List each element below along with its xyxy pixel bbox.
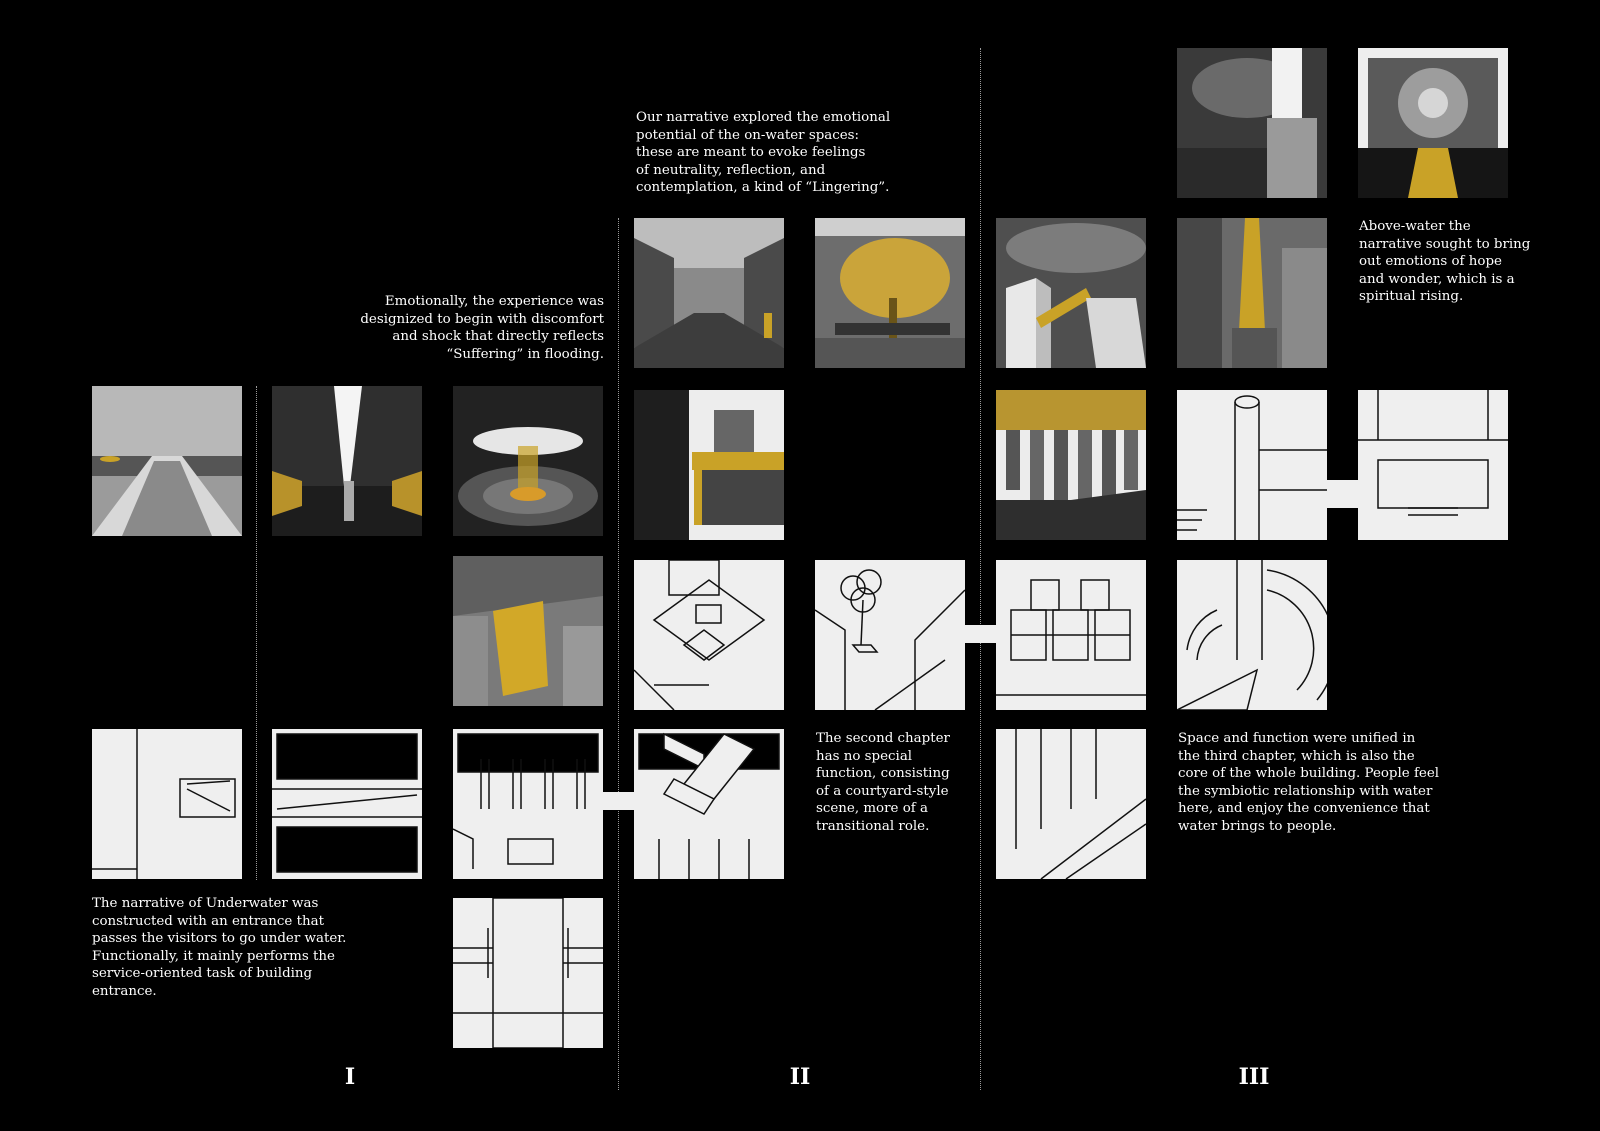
chapter-numeral-3: III (1238, 1064, 1270, 1090)
plan-ramp-core (996, 729, 1146, 879)
connector-chapter-2-3 (965, 625, 996, 643)
connector-chapter-1-2 (603, 792, 634, 810)
plan-courtyard-rooms (634, 560, 784, 710)
image-dragon-cliff (1177, 48, 1327, 198)
plan-bridge-stairs (634, 729, 784, 879)
plan-entrance-stair (92, 729, 242, 879)
plan-cylinder-core (1177, 390, 1327, 540)
image-portal-table (634, 390, 784, 540)
plan-amphitheater (1177, 560, 1327, 710)
third-chapter-text: Space and function were unified in the third chapter, which is also the core of the whole building. People feel the symbiotic relationship with water here, and enjoy the convenience that water brings to people. (1178, 731, 1440, 834)
lingering-text: Our narrative explored the emotional potential of the on-water spaces: these are meant to evoke feelings of neutrality, reflection, and contemplation, a kind of “Lingering”. (636, 110, 891, 196)
suffering-text: Emotionally, the experience was designized to begin with discomfort and shock that directly reflects “Suffering” in flooding. (360, 294, 604, 362)
divider-chapter-2-3 (980, 48, 981, 1090)
image-pillar-bird (996, 218, 1146, 368)
chapter-numeral-2: II (789, 1064, 811, 1090)
image-courtyard-towers (634, 218, 784, 368)
image-entrance-stairs (92, 386, 242, 536)
image-fire-pit-chamber (453, 386, 603, 536)
plan-fire-chamber (453, 729, 603, 879)
connector-upper-plans (1327, 480, 1358, 508)
plan-tree-court (815, 560, 965, 710)
image-light-slit-corridor (272, 386, 422, 536)
image-golden-tree (815, 218, 965, 368)
above-water-text: Above-water the narrative sought to bring out emotions of hope and wonder, which is a spiritual rising. (1359, 219, 1531, 305)
image-golden-tower (1177, 218, 1327, 368)
image-gold-curtain-room (453, 556, 603, 706)
divider-intro (256, 386, 257, 880)
underwater-text: The narrative of Underwater was constructed with an entrance that passes the visitors to go under water. Functionally, it mainly performs the service-oriented task of building entrance. (92, 896, 347, 999)
divider-chapter-1-2 (618, 218, 619, 1090)
chapter-numeral-1: I (344, 1064, 356, 1090)
plan-pool-rooms (996, 560, 1146, 710)
image-gold-path-halo (1358, 48, 1508, 198)
plan-service-block (453, 898, 603, 1048)
second-chapter-text: The second chapter has no special function, consisting of a courtyard-style scene, more of a transitional role. (816, 731, 950, 834)
plan-upper-room (1358, 390, 1508, 540)
image-inverted-columns (996, 390, 1146, 540)
plan-corridor (272, 729, 422, 879)
